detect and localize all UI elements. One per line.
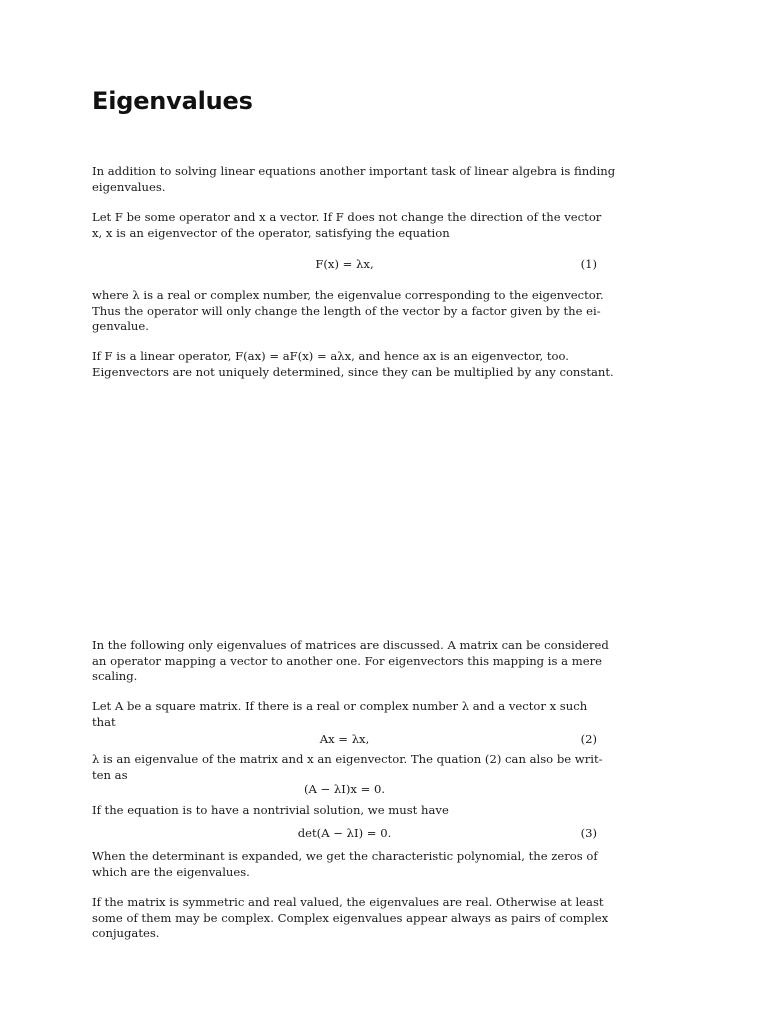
paragraph-line: an operator mapping a vector to another one. For eigenvectors this mapping is a mere [92, 653, 602, 668]
paragraph-line: When the determinant is expanded, we get the characteristic polynomial, the zeros of [92, 849, 598, 863]
paragraph-linear-operator [92, 349, 614, 380]
equation-1 [92, 256, 597, 272]
paragraph-line: In the following only eigenvalues of matrices are discussed. A matrix can be considered [92, 638, 609, 652]
equation-number: (1) [580, 257, 597, 271]
paragraph-nontrivial [92, 803, 592, 819]
paragraph-operator-definition [92, 210, 602, 241]
paragraph-line: If the equation is to have a nontrivial solution, we must have [92, 803, 449, 817]
paragraph-line: some of them may be complex. Complex eigenvalues appear always as pairs of complex [92, 910, 609, 925]
equation-number: (2) [580, 732, 597, 746]
paragraph-line: Let A be a square matrix. If there is a real or complex number λ and a vector x such [92, 699, 588, 713]
paragraph-line: eigenvalues. [92, 179, 166, 194]
paragraph-line: Let F be some operator and x a vector. If F does not change the direction of the vector [92, 210, 602, 224]
paragraph-line: genvalue. [92, 319, 149, 333]
paragraph-line: In addition to solving linear equations another important task of linear algebra is finding [92, 164, 616, 178]
paragraph-line: If F is a linear operator, F(ax) = aF(x) = aλx, and hence ax is an eigenvector, too. [92, 349, 569, 363]
paragraph-line: which are the eigenvalues. [92, 864, 250, 879]
paragraph-line: where λ is a real or complex number, the eigenvalue corresponding to the eigenvector. [92, 288, 604, 302]
paragraph-intro [92, 164, 616, 195]
paragraph-line: conjugates. [92, 926, 160, 940]
paragraph-line: Eigenvectors are not uniquely determined, since they can be multiplied by any constant. [92, 364, 614, 379]
paragraph-line: If the matrix is symmetric and real valued, the eigenvalues are real. Otherwise at least [92, 895, 604, 909]
equation-body: (A − λI)x = 0. [303, 782, 386, 796]
equation-number: (3) [580, 826, 597, 840]
paragraph-line: ten as [92, 767, 128, 782]
paragraph-line: Thus the operator will only change the length of the vector by a factor given by the ei- [92, 303, 601, 318]
paragraph-line: that [92, 714, 116, 729]
paragraph-line: λ is an eigenvalue of the matrix and x an eigenvector. The quation (2) can also be writ- [92, 752, 603, 766]
equation-body: det(A − λI) = 0. [297, 826, 392, 840]
paragraph-symmetric-matrix [92, 895, 609, 942]
page-title: Eigenvalues [92, 87, 253, 115]
paragraph-characteristic-polynomial [92, 849, 598, 880]
paragraph-square-matrix [92, 699, 592, 730]
paragraph-line: x, x is an eigenvector of the operator, satisfying the equation [92, 225, 450, 240]
paragraph-matrices [92, 638, 609, 685]
paragraph-rewritten [92, 752, 603, 783]
equation-body: F(x) = λx, [315, 257, 374, 271]
equation-3 [92, 825, 597, 841]
equation-2 [92, 731, 597, 747]
equation-unnumbered [92, 781, 597, 797]
paragraph-eigenvalue-meaning [92, 288, 604, 335]
equation-body: Ax = λx, [319, 732, 370, 746]
paragraph-line: scaling. [92, 669, 138, 683]
